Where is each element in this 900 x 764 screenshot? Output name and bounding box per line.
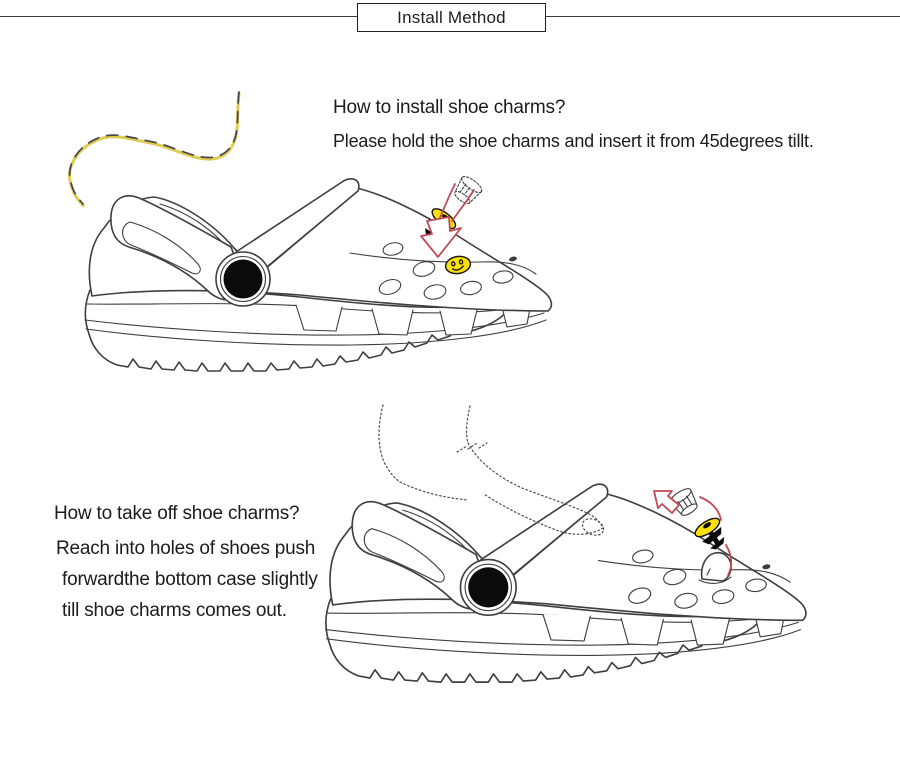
install-clog-shoe — [85, 179, 551, 371]
squiggle-dashed-line — [70, 92, 239, 204]
wrist-line — [379, 405, 400, 482]
remove-instruction-line: till shoe charms comes out. — [62, 600, 287, 621]
wrist-line — [467, 406, 470, 443]
remove-illustration — [326, 405, 806, 682]
remove-instruction-line: Reach into holes of shoes push — [56, 538, 316, 559]
arrow-shaft — [700, 497, 721, 520]
remove-clog-shoe — [326, 484, 806, 682]
remove-instruction-line: forwardthe bottom case slightly — [62, 569, 318, 590]
install-instruction: Please hold the shoe charms and insert it from 45degrees tillt. — [333, 131, 814, 151]
remove-heading: How to take off shoe charms? — [54, 503, 300, 524]
charm-ghost-sketch — [451, 174, 485, 208]
install-illustration — [70, 92, 552, 371]
install-heading: How to install shoe charms? — [333, 97, 566, 118]
page-title: Install Method — [397, 7, 506, 27]
palm-line — [400, 482, 468, 500]
squiggle-underlay — [70, 94, 239, 206]
